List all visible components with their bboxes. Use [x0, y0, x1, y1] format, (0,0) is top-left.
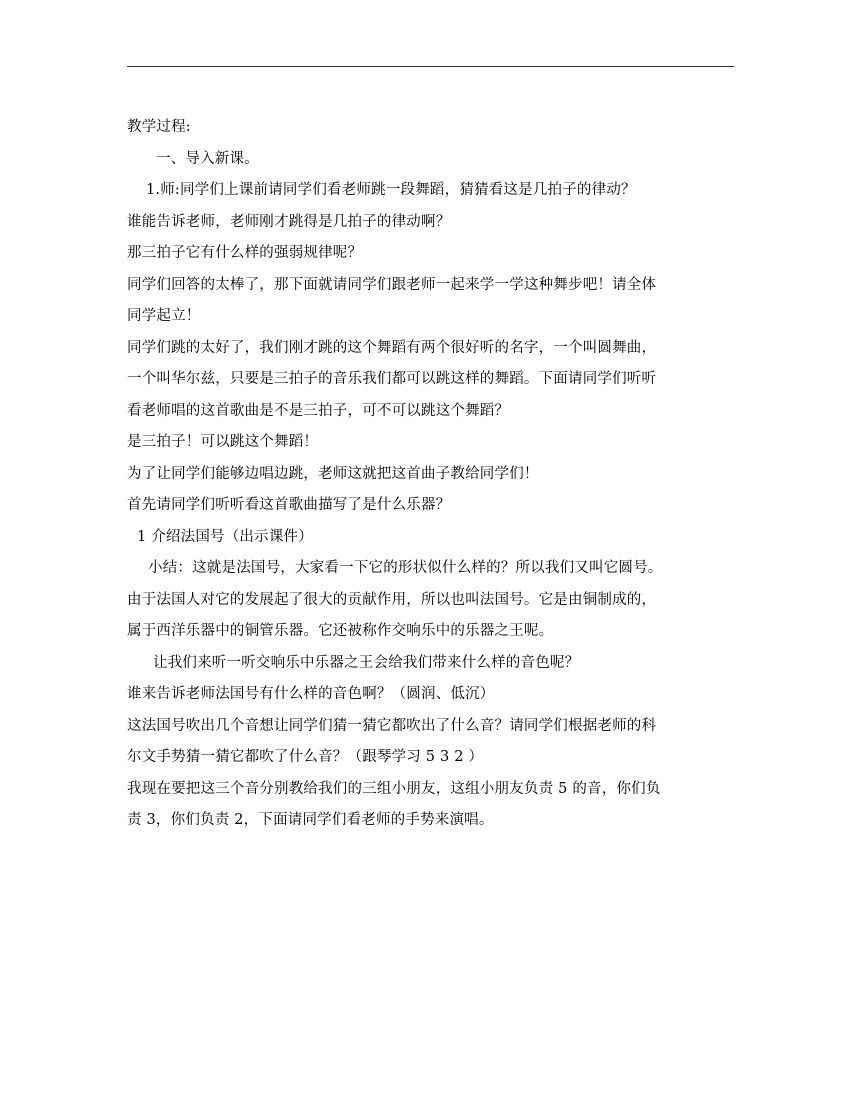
paragraph-line: 我现在要把这三个音分别教给我们的三组小朋友，这组小朋友负责 5 的音，你们负 — [127, 780, 661, 797]
paragraph-line: 让我们来听一听交响乐中乐器之王会给我们带来什么样的音色呢？ — [153, 654, 580, 671]
header-divider — [127, 66, 734, 67]
paragraph-line: 属于西洋乐器中的铜管乐器。它还被称作交响乐中的乐器之王呢。 — [127, 623, 554, 639]
paragraph-line: 尔文手势猜一猜它都吹了什么音？（跟琴学习 5 3 2 ） — [127, 749, 484, 765]
paragraph-line: 谁能告诉老师，老师刚才跳得是几拍子的律动啊？ — [127, 213, 451, 230]
document-body — [127, 112, 742, 837]
list-item-heading: 1 介绍法国号（出示课件） — [137, 528, 313, 545]
section-heading: 教学过程: — [127, 119, 191, 135]
paragraph-line: 是三拍子！可以跳这个舞蹈！ — [127, 434, 319, 450]
paragraph-line: 1.师:同学们上课前请同学们看老师跳一段舞蹈，猜猜看这是几拍子的律动？ — [146, 182, 636, 198]
paragraph-line: 同学们回答的太棒了，那下面就请同学们跟老师一起来学一学这种舞步吧！请全体 — [127, 276, 657, 293]
paragraph-line: 那三拍子它有什么样的强弱规律呢？ — [127, 245, 363, 261]
paragraph-line: 由于法国人对它的发展起了很大的贡献作用，所以也叫法国号。它是由铜制成的， — [127, 591, 657, 608]
paragraph-line: 首先请同学们听听看这首歌曲描写了是什么乐器？ — [127, 497, 451, 513]
paragraph-line: 同学们跳的太好了，我们刚才跳的这个舞蹈有两个很好听的名字，一个叫圆舞曲， — [127, 339, 657, 356]
paragraph-line: 这法国号吹出几个音想让同学们猜一猜它都吹出了什么音？请同学们根据老师的科 — [127, 717, 657, 734]
paragraph-line: 责 3，你们负责 2，下面请同学们看老师的手势来演唱。 — [127, 812, 494, 828]
paragraph-line: 看老师唱的这首歌曲是不是三拍子，可不可以跳这个舞蹈？ — [127, 402, 510, 419]
paragraph-line: 谁来告诉老师法国号有什么样的音色啊？（圆润、低沉） — [127, 686, 495, 702]
paragraph-line: 一个叫华尔兹，只要是三拍子的音乐我们都可以跳这样的舞蹈。下面请同学们听听 — [127, 371, 657, 387]
paragraph-line: 为了让同学们能够边唱边跳，老师这就把这首曲子教给同学们！ — [127, 465, 539, 482]
paragraph-line: 小结：这就是法国号，大家看一下它的形状似什么样的？所以我们又叫它圆号。 — [148, 560, 663, 576]
paragraph-line: 同学起立！ — [127, 308, 201, 324]
subsection-heading: 一、导入新课。 — [156, 150, 259, 167]
